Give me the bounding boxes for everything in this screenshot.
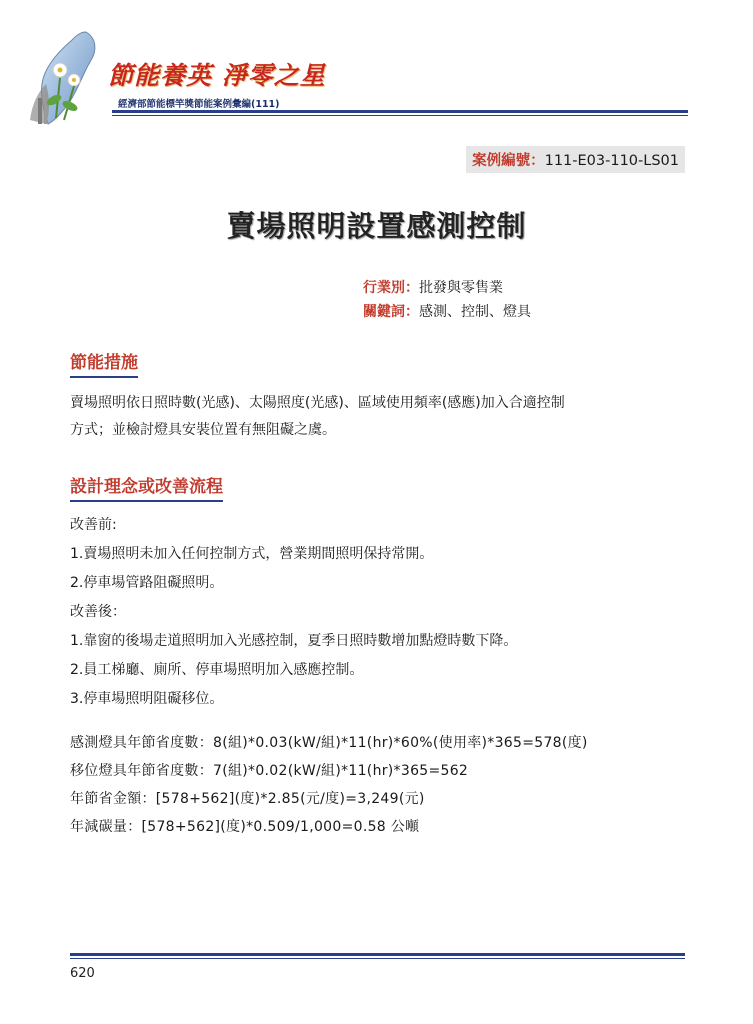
calculation-line: 移位燈具年節省度數：7(組)*0.02(kW/組)*11(hr)*365=562	[70, 763, 469, 779]
page-number: 620	[70, 966, 95, 981]
taiwan-island-logo-icon	[16, 28, 116, 128]
header-divider	[112, 110, 688, 113]
brand-subtitle: 經濟部節能標竿獎節能案例彙編(111)	[118, 99, 280, 110]
paragraph-line: 改善前:	[70, 517, 117, 533]
design-paragraph	[70, 511, 670, 714]
section-heading-measures: 節能措施	[70, 348, 138, 378]
page-header	[0, 0, 753, 130]
document-title: 賣場照明設置感測控制	[226, 209, 527, 243]
case-number-label: 案例編號：	[472, 153, 545, 169]
paragraph-line: 1.靠窗的後場走道照明加入光感控制，夏季日照時數增加點燈時數下降。	[70, 633, 518, 649]
keywords-label: 關鍵詞：	[363, 304, 419, 320]
case-number-badge	[466, 146, 685, 173]
paragraph-line: 賣場照明依日照時數(光感)、太陽照度(光感)、區域使用頻率(感應)加入合適控制	[70, 395, 565, 411]
calculation-line: 感測燈具年節省度數：8(組)*0.03(kW/組)*11(hr)*60%(使用率)*365=578(度)	[70, 735, 588, 751]
document-meta	[363, 276, 531, 324]
keywords-value: 感測、控制、燈具	[419, 304, 531, 320]
calculation-block	[70, 729, 670, 841]
footer-divider	[70, 953, 685, 956]
paragraph-line: 2.員工梯廳、廁所、停車場照明加入感應控制。	[70, 662, 364, 678]
measures-paragraph	[70, 390, 670, 444]
industry-row	[363, 276, 531, 300]
keywords-row	[363, 300, 531, 324]
paragraph-line: 方式；並檢討燈具安裝位置有無阻礙之虞。	[70, 422, 336, 438]
calculation-line: 年減碳量：[578+562](度)*0.509/1,000=0.58 公噸	[70, 819, 420, 835]
paragraph-line: 3.停車場照明阻礙移位。	[70, 691, 224, 707]
paragraph-line: 2.停車場管路阻礙照明。	[70, 575, 224, 591]
industry-value: 批發與零售業	[419, 280, 503, 296]
calculation-line: 年節省金額：[578+562](度)*2.85(元/度)=3,249(元)	[70, 791, 425, 807]
paragraph-line: 改善後：	[70, 604, 126, 620]
header-divider-thin	[112, 115, 688, 116]
footer-divider-thin	[70, 958, 685, 959]
brand-title: 節能養英 淨零之星	[108, 61, 326, 90]
paragraph-line: 1.賣場照明未加入任何控制方式，營業期間照明保持常開。	[70, 546, 434, 562]
section-heading-design: 設計理念或改善流程	[70, 472, 223, 502]
industry-label: 行業別：	[363, 280, 419, 296]
case-number-value: 111-E03-110-LS01	[544, 153, 679, 169]
